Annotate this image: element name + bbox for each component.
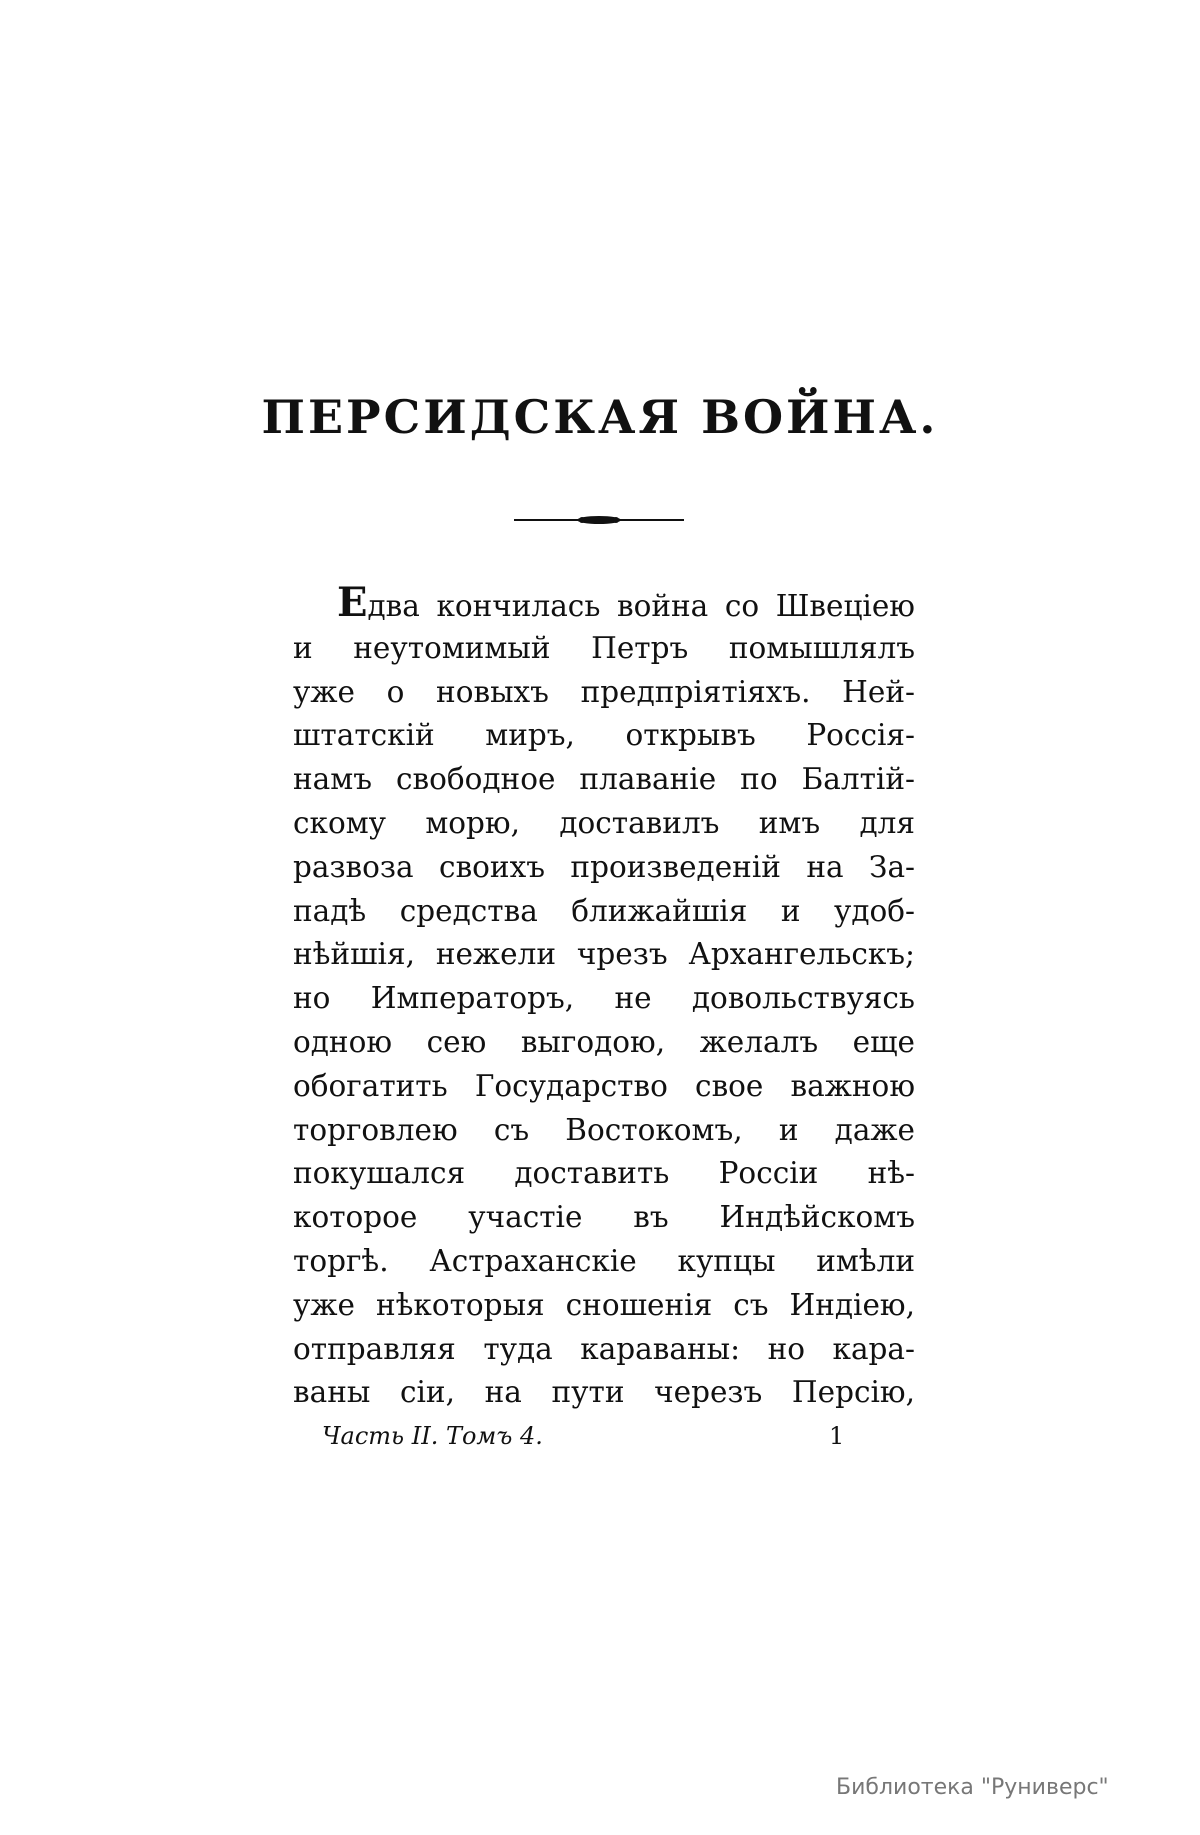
page-number: 1	[829, 1422, 845, 1450]
text-line: Едва кончилась война со Швецiею	[337, 579, 915, 626]
text-line: развоза своихъ произведенiй на За-	[293, 849, 915, 884]
drop-initial: Е	[337, 579, 368, 626]
text-line: и неутомимый Петръ помышлялъ	[293, 630, 915, 665]
text-line: торгѣ. Астраханскiе купцы имѣли	[293, 1243, 915, 1278]
text-line: торговлею съ Востокомъ, и даже	[293, 1112, 915, 1147]
page-title: ПЕРСИДСКАЯ ВОЙНА.	[261, 390, 939, 444]
text-line: намъ свободное плаванiе по Балтiй-	[293, 762, 915, 797]
text-line: падѣ средства ближайшiя и удоб-	[293, 893, 915, 928]
text-line: обогатить Государство свое важною	[293, 1068, 915, 1103]
text-line: ваны сiи, на пути черезъ Персiю,	[293, 1375, 915, 1410]
text-line: нѣйшiя, нежели чрезъ Архангельскъ;	[293, 937, 915, 972]
page-footer	[322, 1422, 845, 1462]
text-line: уже о новыхъ предпрiятiяхъ. Ней-	[293, 674, 915, 709]
body-paragraph	[293, 579, 915, 1415]
text-line: скому морю, доставилъ имъ для	[293, 805, 915, 840]
signature-mark: Часть II. Томъ 4.	[322, 1422, 543, 1450]
text-line: одною сею выгодою, желалъ еще	[293, 1024, 915, 1059]
text-line: но Императоръ, не довольствуясь	[293, 981, 915, 1016]
ornament-divider	[514, 508, 684, 532]
library-watermark: Библиотека "Руниверс"	[836, 1775, 1109, 1800]
text-line: покушался доставить Россiи нѣ-	[293, 1156, 915, 1191]
text-line: штатскiй миръ, открывъ Россiя-	[293, 718, 915, 753]
text-line: отправляя туда караваны: но кара-	[293, 1331, 915, 1366]
text-line: которое участiе въ Индѣйскомъ	[293, 1200, 915, 1235]
text-line: уже нѣкоторыя сношенiя съ Индiею,	[293, 1287, 915, 1322]
